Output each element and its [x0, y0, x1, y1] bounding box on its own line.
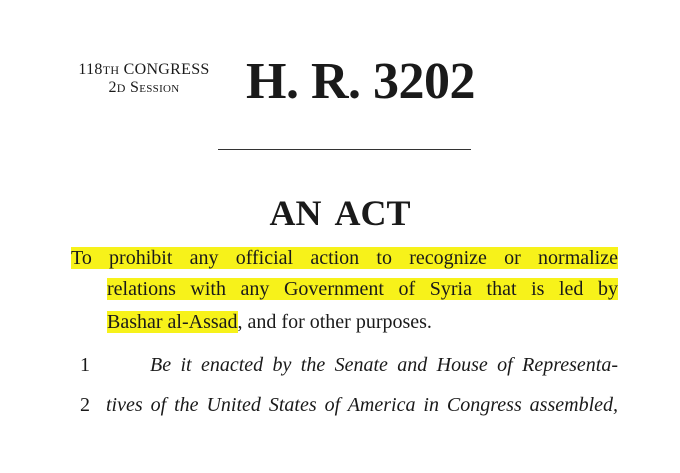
- line-number-1: 1: [80, 354, 90, 376]
- enacting-clause-line-1: Be it enacted by the Senate and House of Representa-: [150, 354, 618, 376]
- act-heading: AN ACT: [269, 193, 411, 233]
- divider-rule: [218, 149, 471, 150]
- congress-session-label: [63, 61, 225, 97]
- highlighted-text: Bashar al-Assad: [107, 311, 238, 333]
- title-line-1: [71, 246, 618, 270]
- enacting-clause-line-2: tives of the United States of America in Congress assembled,: [106, 394, 618, 416]
- session-line: [63, 79, 225, 97]
- highlighted-text: To prohibit any official action to recognize or normalize: [71, 247, 618, 269]
- session-number: 2: [108, 79, 117, 96]
- bill-number: H. R. 3202: [246, 53, 475, 110]
- congress-number: 118: [78, 61, 103, 78]
- title-line-2: [107, 277, 618, 301]
- title-line-3: [107, 310, 432, 334]
- congress-suffix: TH: [102, 63, 120, 77]
- title-line-3-rest: , and for other purposes.: [237, 311, 432, 333]
- highlighted-text: relations with any Government of Syria that is led by: [107, 278, 618, 300]
- session-word: Session: [130, 79, 180, 96]
- congress-word: CONGRESS: [123, 61, 210, 78]
- session-suffix: D: [116, 81, 126, 95]
- line-number-2: 2: [80, 394, 90, 416]
- congress-line: [63, 61, 225, 79]
